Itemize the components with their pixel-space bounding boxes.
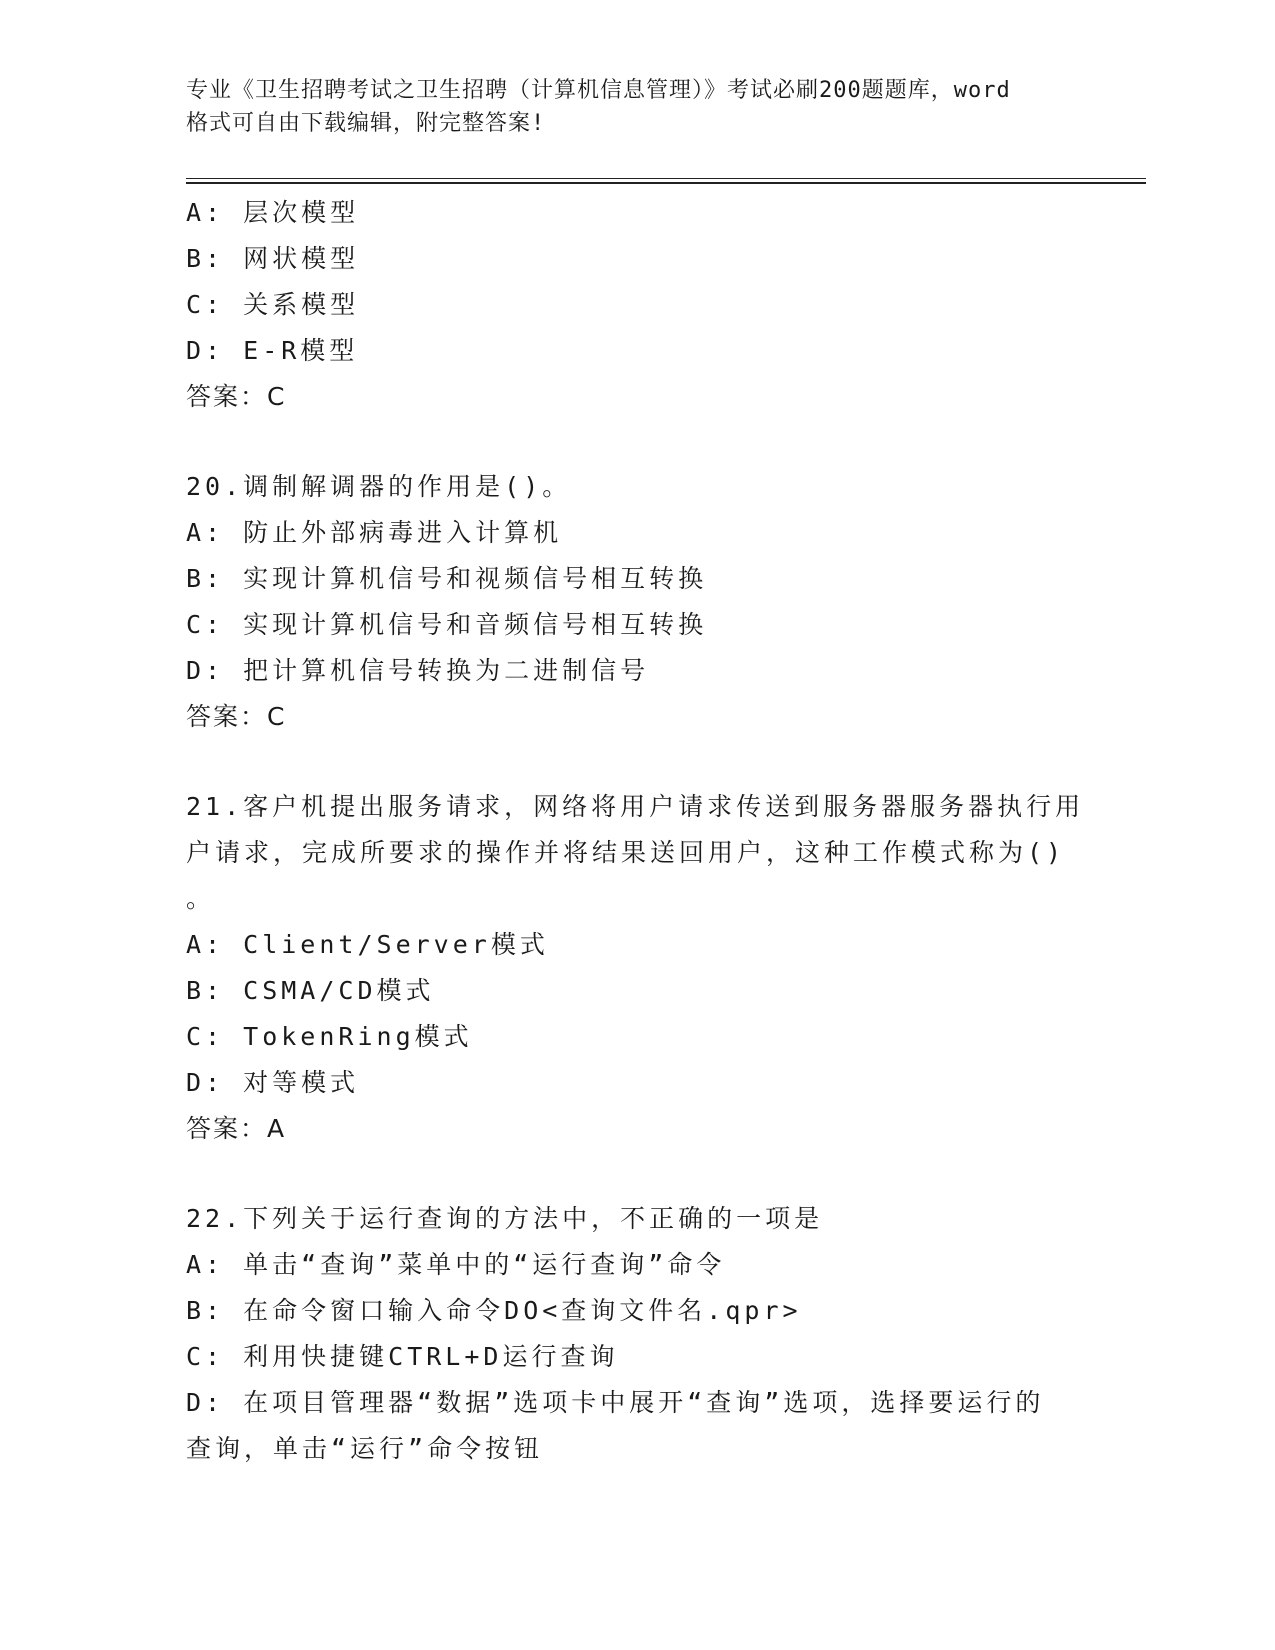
question-20 xyxy=(186,464,1086,740)
option-d-line-1: D: 在项目管理器“数据”选项卡中展开“查询”选项，选择要运行的 xyxy=(186,1388,1045,1417)
question-19 xyxy=(186,190,1086,420)
answer-line: 答案：A xyxy=(186,1114,287,1143)
question-stem-line-2: 户请求，完成所要求的操作并将结果送回用户，这种工作模式称为() xyxy=(186,838,1066,867)
option-d: D: 把计算机信号转换为二进制信号 xyxy=(186,656,650,685)
spacer xyxy=(186,740,1086,784)
spacer xyxy=(186,1152,1086,1196)
option-a: A: 层次模型 xyxy=(186,198,360,227)
answer-line: 答案：C xyxy=(186,702,287,731)
header-divider xyxy=(186,178,1146,184)
question-stem: 22.下列关于运行查询的方法中，不正确的一项是 xyxy=(186,1204,824,1233)
option-c: C: 实现计算机信号和音频信号相互转换 xyxy=(186,610,708,639)
answer-line: 答案：C xyxy=(186,382,287,411)
option-a: A: 单击“查询”菜单中的“运行查询”命令 xyxy=(186,1250,726,1279)
option-d-line-2: 查询，单击“运行”命令按钮 xyxy=(186,1434,544,1463)
question-stem-line-1: 21.客户机提出服务请求，网络将用户请求传送到服务器服务器执行用 xyxy=(186,792,1085,821)
option-c: C: 利用快捷键CTRL+D运行查询 xyxy=(186,1342,619,1371)
option-c: C: TokenRing模式 xyxy=(186,1022,473,1051)
option-c: C: 关系模型 xyxy=(186,290,360,319)
option-b: B: 在命令窗口输入命令DO<查询文件名.qpr> xyxy=(186,1296,802,1325)
document-header xyxy=(186,74,1086,140)
document-body xyxy=(186,190,1086,1472)
option-d: D: 对等模式 xyxy=(186,1068,360,1097)
header-title-line-1: 专业《卫生招聘考试之卫生招聘（计算机信息管理）》考试必刷200题题库，word xyxy=(186,78,1011,103)
question-21 xyxy=(186,784,1086,1152)
option-b: B: CSMA/CD模式 xyxy=(186,976,435,1005)
option-a: A: 防止外部病毒进入计算机 xyxy=(186,518,563,547)
question-stem: 20.调制解调器的作用是()。 xyxy=(186,472,572,501)
spacer xyxy=(186,420,1086,464)
option-b: B: 实现计算机信号和视频信号相互转换 xyxy=(186,564,708,593)
option-a: A: Client/Server模式 xyxy=(186,930,549,959)
question-stem-line-3: 。 xyxy=(186,884,216,913)
option-b: B: 网状模型 xyxy=(186,244,360,273)
option-d: D: E-R模型 xyxy=(186,336,359,365)
header-title-line-2: 格式可自由下载编辑，附完整答案! xyxy=(186,111,546,136)
question-22 xyxy=(186,1196,1086,1472)
